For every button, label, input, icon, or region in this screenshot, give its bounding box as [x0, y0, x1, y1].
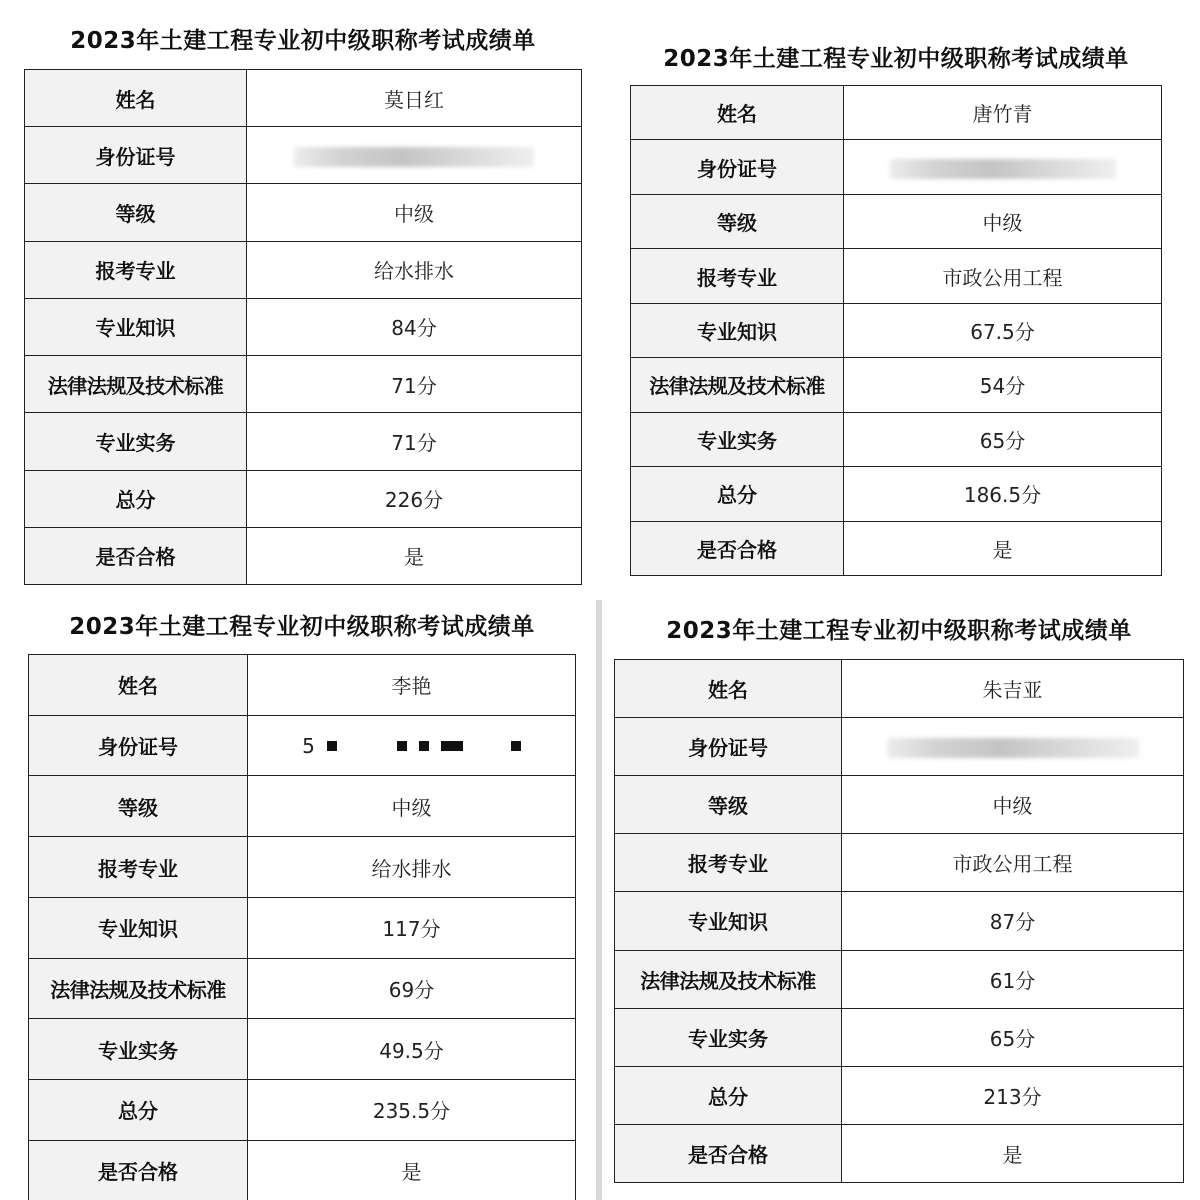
table-row: [631, 521, 1162, 576]
level-label: 等级: [25, 184, 247, 241]
major-value: 市政公用工程: [842, 834, 1184, 892]
table-row: [29, 1019, 576, 1080]
table-row: [25, 527, 582, 584]
major-value: 给水排水: [248, 837, 576, 898]
major-label: 报考专业: [615, 834, 842, 892]
name-label: 姓名: [29, 655, 248, 716]
total-label: 总分: [631, 467, 844, 521]
law-score: 54分: [844, 358, 1162, 412]
table-row: [25, 413, 582, 470]
law-label: 法律法规及技术标准: [631, 358, 844, 412]
table-row: [25, 470, 582, 527]
table-row: [29, 837, 576, 898]
law-score: 69分: [248, 958, 576, 1019]
total-score: 235.5分: [248, 1080, 576, 1141]
practice-score: 65分: [842, 1008, 1184, 1066]
name-value: 莫日红: [247, 70, 582, 127]
table-row: [29, 776, 576, 837]
table-row: [25, 298, 582, 355]
score-card-4: [604, 600, 1200, 1200]
id-visible-digit: 5: [302, 733, 315, 758]
name-value: 李艳: [248, 655, 576, 716]
level-label: 等级: [631, 194, 844, 248]
redacted-id-pixels: [302, 733, 521, 758]
knowledge-label: 专业知识: [631, 303, 844, 357]
practice-score: 71分: [247, 413, 582, 470]
level-value: 中级: [248, 776, 576, 837]
id-number-label: 身份证号: [615, 718, 842, 776]
card-title: 2023年土建工程专业初中级职称考试成绩单: [70, 28, 536, 54]
major-value: 给水排水: [247, 241, 582, 298]
table-row: [631, 86, 1162, 140]
pass-label: 是否合格: [631, 521, 844, 576]
law-score: 61分: [842, 950, 1184, 1008]
id-number-label: 身份证号: [631, 140, 844, 194]
practice-label: 专业实务: [25, 413, 247, 470]
table-row: [615, 950, 1184, 1008]
law-score: 71分: [247, 356, 582, 413]
table-row: [25, 184, 582, 241]
redacted-id-blur: [887, 738, 1139, 758]
score-table: [630, 85, 1162, 576]
knowledge-score: 84分: [247, 298, 582, 355]
table-row: [615, 1008, 1184, 1066]
table-row: [615, 1124, 1184, 1182]
table-row: [29, 1140, 576, 1200]
law-label: 法律法规及技术标准: [29, 958, 248, 1019]
pass-value: 是: [842, 1124, 1184, 1182]
practice-label: 专业实务: [631, 412, 844, 466]
table-row: [25, 356, 582, 413]
law-label: 法律法规及技术标准: [25, 356, 247, 413]
table-row: [615, 718, 1184, 776]
pass-value: 是: [248, 1140, 576, 1200]
table-row: [631, 412, 1162, 466]
major-label: 报考专业: [29, 837, 248, 898]
table-row: [615, 660, 1184, 718]
total-label: 总分: [615, 1066, 842, 1124]
table-row: [615, 892, 1184, 950]
level-value: 中级: [842, 776, 1184, 834]
level-value: 中级: [247, 184, 582, 241]
knowledge-score: 87分: [842, 892, 1184, 950]
table-row: [631, 303, 1162, 357]
score-table: [28, 654, 576, 1200]
table-row: [25, 127, 582, 184]
level-label: 等级: [615, 776, 842, 834]
major-label: 报考专业: [25, 241, 247, 298]
table-row: [29, 715, 576, 776]
knowledge-score: 117分: [248, 897, 576, 958]
id-number-label: 身份证号: [29, 715, 248, 776]
knowledge-label: 专业知识: [29, 897, 248, 958]
table-row: [631, 140, 1162, 194]
score-table: [614, 659, 1184, 1183]
score-table: [24, 69, 582, 585]
law-label: 法律法规及技术标准: [615, 950, 842, 1008]
major-label: 报考专业: [631, 249, 844, 303]
score-card-3: [0, 600, 596, 1200]
card-title: 2023年土建工程专业初中级职称考试成绩单: [663, 46, 1129, 72]
table-row: [631, 194, 1162, 248]
id-number-value: [248, 715, 576, 776]
table-row: [25, 70, 582, 127]
pass-value: 是: [844, 521, 1162, 576]
table-row: [615, 834, 1184, 892]
total-score: 226分: [247, 470, 582, 527]
redacted-id-blur: [890, 159, 1116, 179]
name-value: 朱吉亚: [842, 660, 1184, 718]
table-row: [631, 467, 1162, 521]
knowledge-score: 67.5分: [844, 303, 1162, 357]
card-title: 2023年土建工程专业初中级职称考试成绩单: [69, 614, 535, 640]
pass-label: 是否合格: [615, 1124, 842, 1182]
card-title: 2023年土建工程专业初中级职称考试成绩单: [666, 618, 1132, 644]
table-row: [29, 958, 576, 1019]
table-row: [631, 249, 1162, 303]
redacted-id-blur: [294, 147, 534, 167]
id-number-value: [247, 127, 582, 184]
name-value: 唐竹青: [844, 86, 1162, 140]
level-value: 中级: [844, 194, 1162, 248]
name-label: 姓名: [25, 70, 247, 127]
table-row: [615, 1066, 1184, 1124]
knowledge-label: 专业知识: [25, 298, 247, 355]
pass-label: 是否合格: [29, 1140, 248, 1200]
practice-score: 49.5分: [248, 1019, 576, 1080]
pass-label: 是否合格: [25, 527, 247, 584]
practice-label: 专业实务: [615, 1008, 842, 1066]
total-label: 总分: [25, 470, 247, 527]
table-row: [29, 1080, 576, 1141]
score-card-2: [600, 0, 1200, 600]
id-number-label: 身份证号: [25, 127, 247, 184]
total-score: 186.5分: [844, 467, 1162, 521]
knowledge-label: 专业知识: [615, 892, 842, 950]
table-row: [25, 241, 582, 298]
total-label: 总分: [29, 1080, 248, 1141]
major-value: 市政公用工程: [844, 249, 1162, 303]
total-score: 213分: [842, 1066, 1184, 1124]
practice-score: 65分: [844, 412, 1162, 466]
level-label: 等级: [29, 776, 248, 837]
pass-value: 是: [247, 527, 582, 584]
id-number-value: [842, 718, 1184, 776]
practice-label: 专业实务: [29, 1019, 248, 1080]
table-row: [615, 776, 1184, 834]
id-number-value: [844, 140, 1162, 194]
name-label: 姓名: [615, 660, 842, 718]
image-divider: [596, 600, 602, 1200]
table-row: [29, 897, 576, 958]
name-label: 姓名: [631, 86, 844, 140]
table-row: [631, 358, 1162, 412]
score-card-1: [0, 0, 600, 600]
table-row: [29, 655, 576, 716]
